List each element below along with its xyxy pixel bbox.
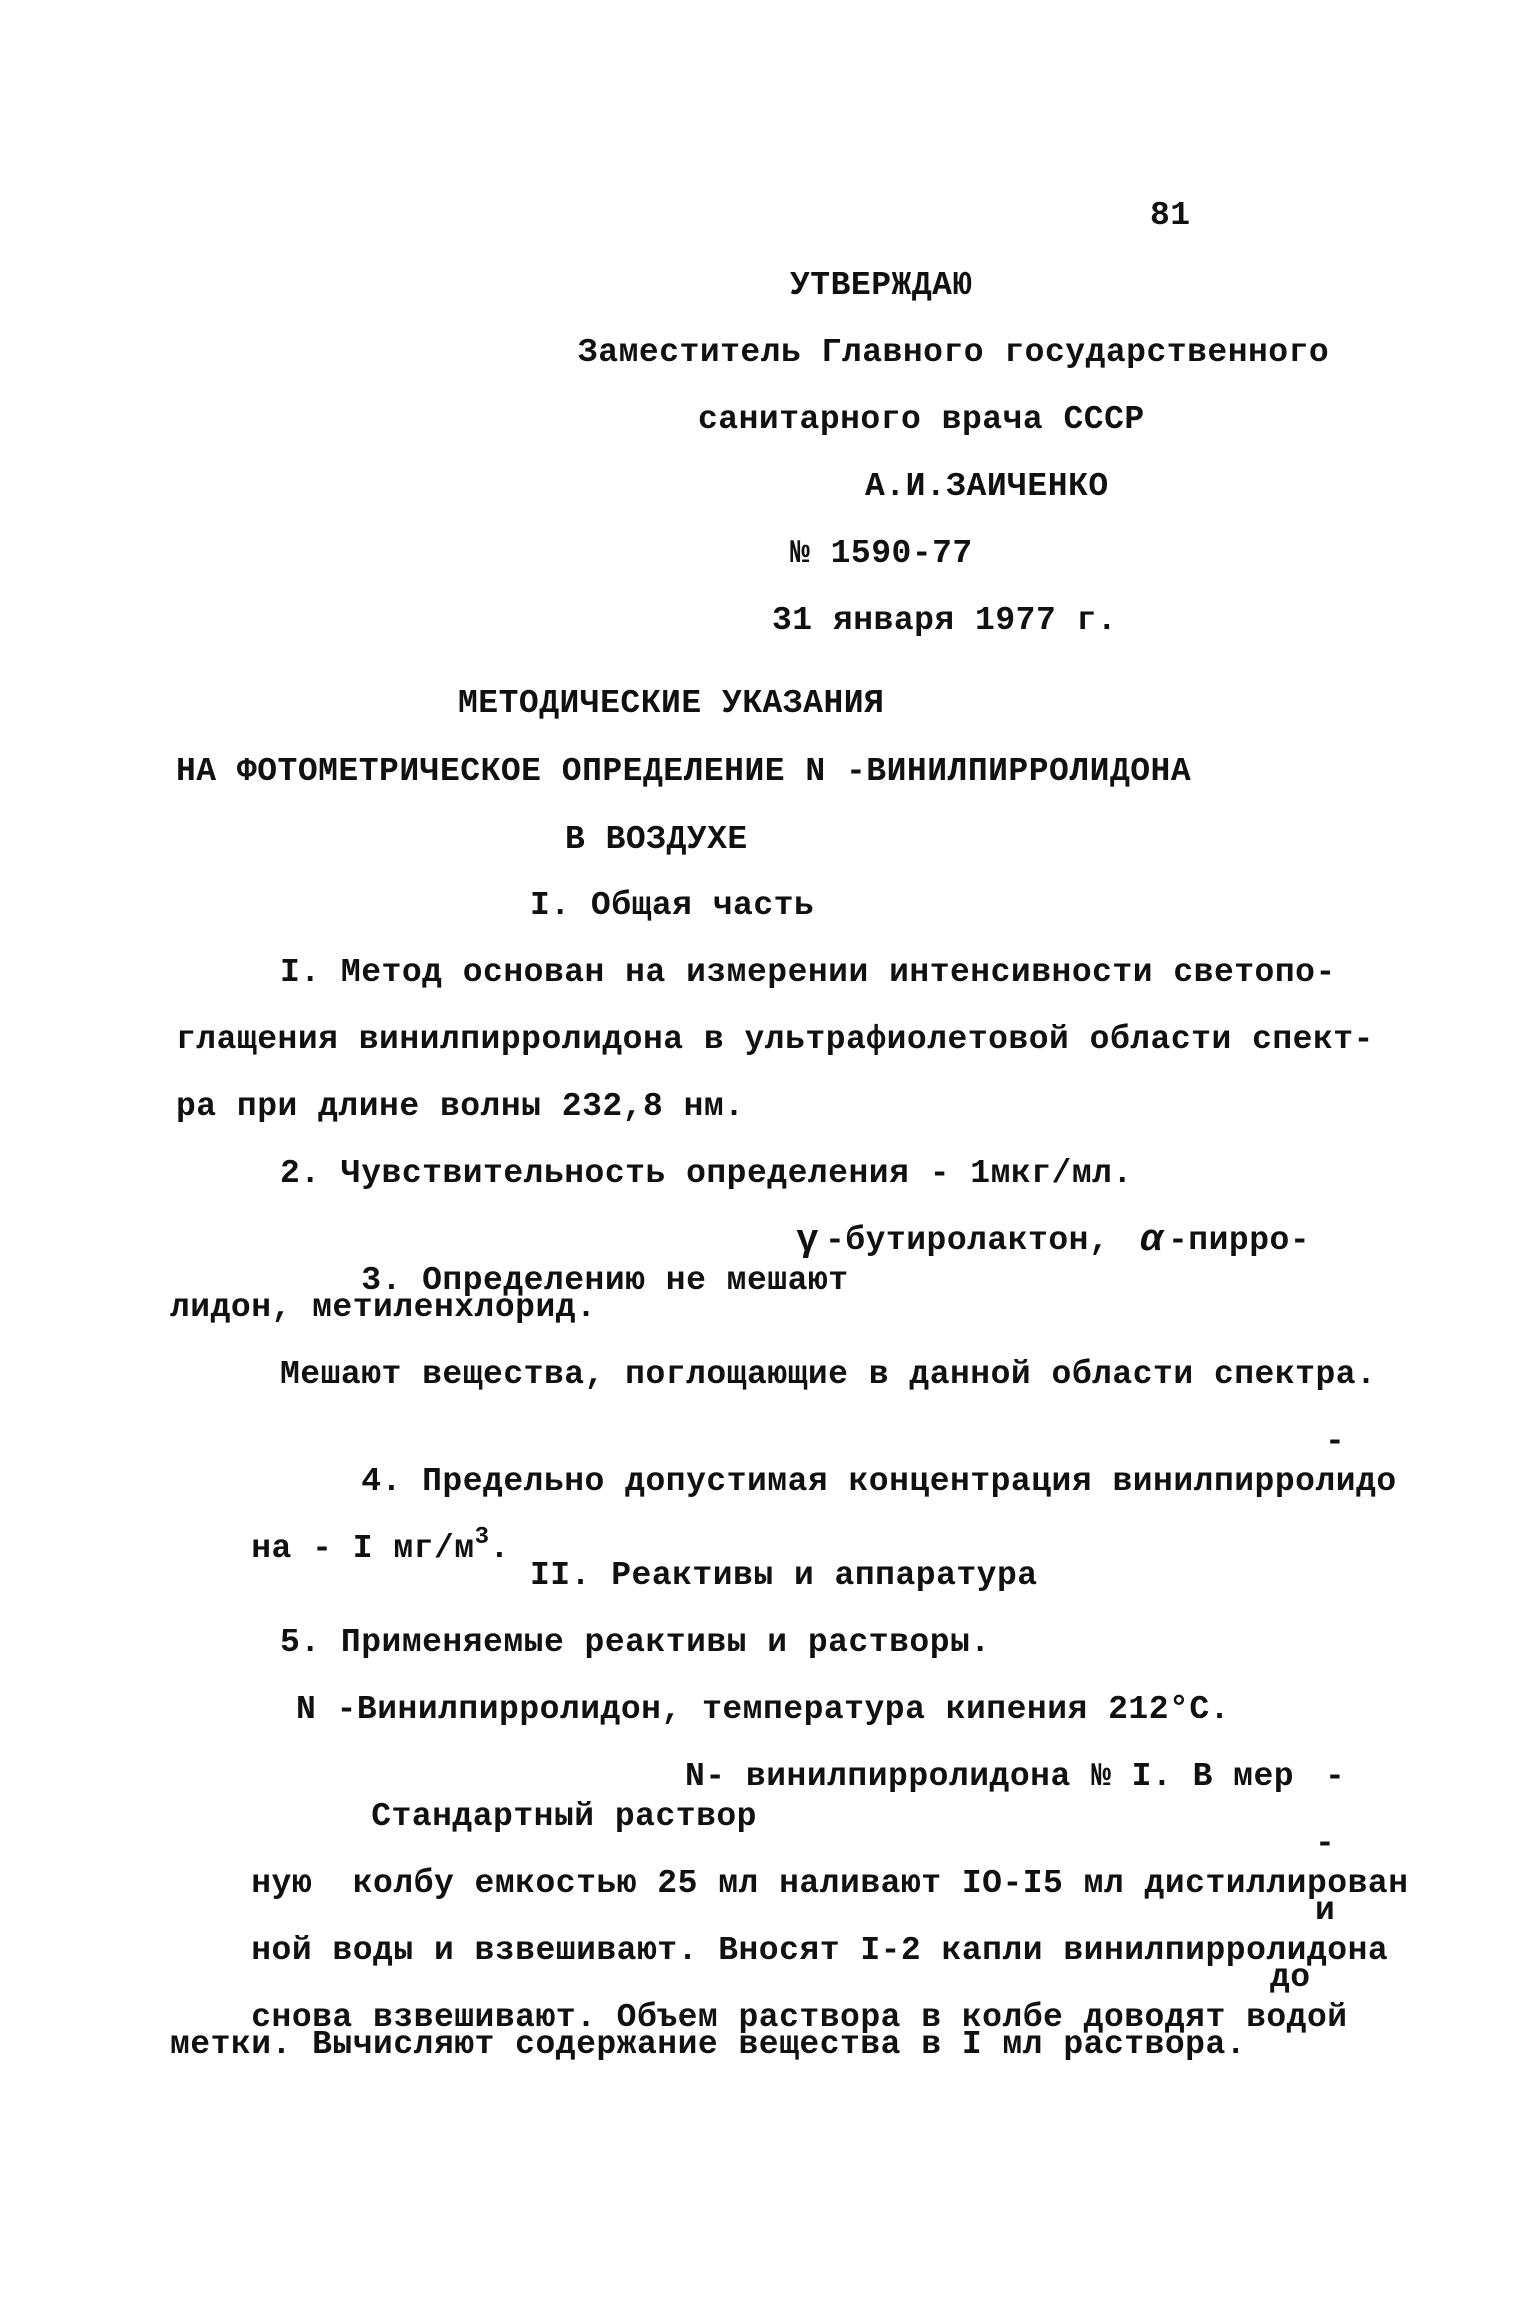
paragraph-3-line1-text-b: -бутиролактон,: [825, 1222, 1110, 1259]
paragraph-4-line2-text: на - I мг/м: [251, 1530, 475, 1567]
alpha-symbol: α: [1140, 1219, 1164, 1262]
approval-date: 31 января 1977 г.: [772, 602, 1118, 639]
section-general-heading: I. Общая часть: [530, 887, 815, 924]
paragraph-1-line3: ра при длине волны 232,8 нм.: [176, 1088, 745, 1125]
title-line2: НА ФОТОМЕТРИЧЕСКОЕ ОПРЕДЕЛЕНИЕ N -ВИНИЛПИРРОЛИДОНА: [176, 753, 1192, 790]
paragraph-7-line4-text: снова взвешивают. Объем раствора в колбе доводят водой: [251, 1999, 1348, 2036]
section-reagents-heading: II. Реактивы и аппаратура: [530, 1557, 1038, 1594]
paragraph-7-line1-hyphen: -: [1325, 1758, 1346, 1795]
paragraph-7-line2-hyphen: -: [1315, 1825, 1336, 1862]
gamma-symbol: γ: [796, 1219, 820, 1262]
paragraph-3-line3: Мешают вещества, поглощающие в данной области спектра.: [280, 1356, 1377, 1393]
approval-name: А.И.ЗАИЧЕНКО: [865, 468, 1109, 505]
title-line3: В ВОЗДУХЕ: [565, 821, 748, 858]
paragraph-3-line1-text-a: 3. Определению не мешают: [361, 1262, 849, 1299]
approval-heading: УТВЕРЖДАЮ: [790, 267, 973, 304]
approval-position-line1: Заместитель Главного государственного: [578, 334, 1330, 371]
paragraph-2: 2. Чувствительность определения - 1мкг/мл.: [280, 1155, 1133, 1192]
title-line1: МЕТОДИЧЕСКИЕ УКАЗАНИЯ: [458, 685, 885, 722]
paragraph-6: N -Винилпирролидон, температура кипения 212°С.: [296, 1691, 1230, 1728]
paragraph-7-line5: метки. Вычисляют содержание вещества в I мл раствора.: [170, 2026, 1247, 2063]
paragraph-7-line4-end: до: [1270, 1959, 1311, 1996]
paragraph-7-line1-text-b: N- винилпирролидона № I. В мер: [685, 1758, 1295, 1795]
paragraph-4-line2-period: .: [489, 1530, 510, 1567]
paragraph-7-line3-end: и: [1315, 1892, 1336, 1929]
paragraph-4-line1-text: 4. Предельно допустимая концентрация винилпирролидо: [361, 1463, 1397, 1500]
paragraph-1-line1: I. Метод основан на измерении интенсивности светопо-: [280, 954, 1336, 991]
paragraph-7-line2-text: ную колбу емкостью 25 мл наливают IO-I5 мл дистиллирован: [251, 1865, 1409, 1902]
page-number: 81: [1150, 197, 1191, 234]
paragraph-7-line1-text-a: Стандартный раствор: [371, 1798, 757, 1835]
paragraph-7-line3-text: ной воды и взвешивают. Вносят I-2 капли винилпирролидона: [251, 1932, 1389, 1969]
approval-position-line2: санитарного врача СССР: [698, 401, 1145, 438]
paragraph-1-line2: глащения винилпирролидона в ультрафиолетовой области спект-: [176, 1021, 1374, 1058]
superscript-3: 3: [474, 1524, 490, 1551]
paragraph-3-line1-text-c: -пирро-: [1168, 1222, 1311, 1259]
paragraph-4-line1-hyphen: -: [1325, 1423, 1346, 1460]
paragraph-3-line2: лидон, метиленхлорид.: [170, 1289, 597, 1326]
approval-doc-number: № 1590-77: [790, 535, 973, 572]
paragraph-5: 5. Применяемые реактивы и растворы.: [280, 1624, 991, 1661]
paragraph-4-line2: [170, 1489, 510, 1612]
